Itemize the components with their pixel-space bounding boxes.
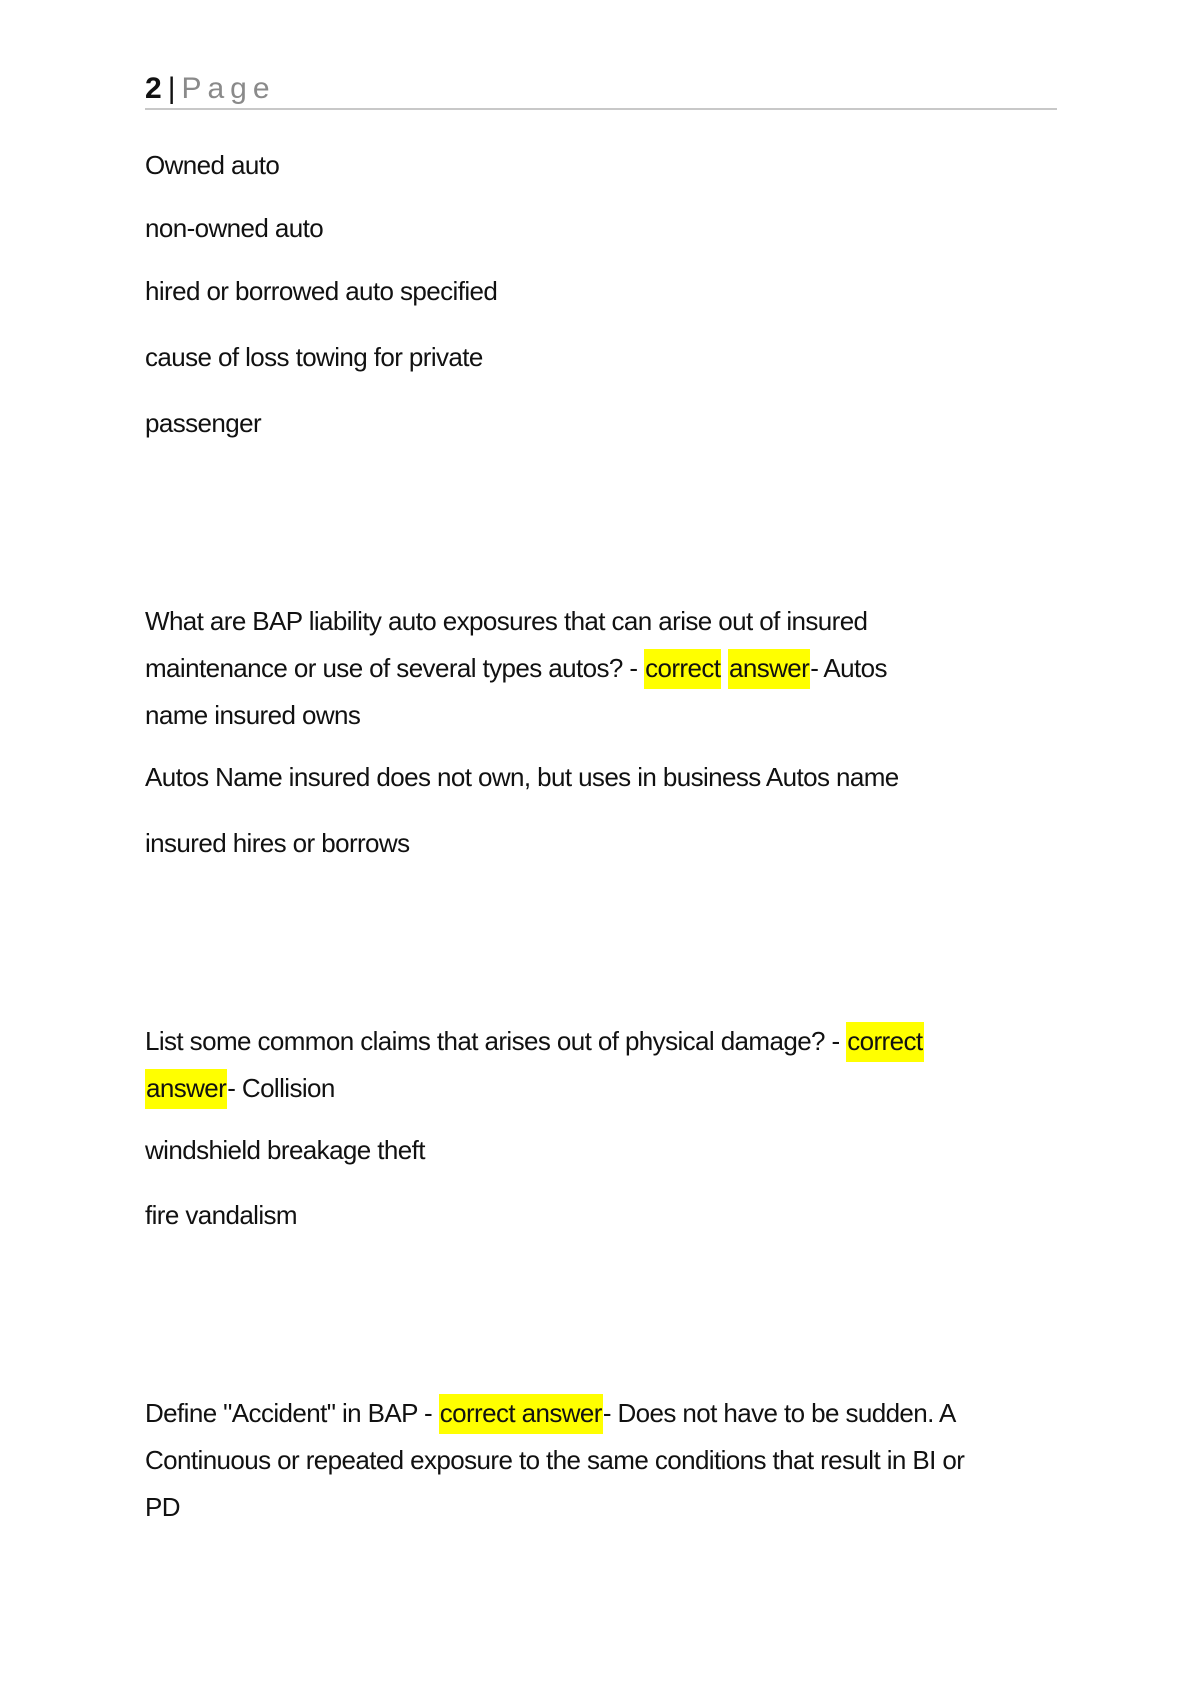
header-separator: | <box>167 72 176 105</box>
answer-line: fire vandalism <box>145 1200 297 1230</box>
question-line <box>145 1398 956 1428</box>
answer-text: - Collision <box>227 1073 335 1103</box>
highlight-answer: answer <box>728 649 810 689</box>
answer-line: Continuous or repeated exposure to the same conditions that result in BI or <box>145 1445 965 1475</box>
text-line: cause of loss towing for private <box>145 342 483 372</box>
answer-line: name insured owns <box>145 700 361 730</box>
text-line: non-owned auto <box>145 213 324 243</box>
question-text: maintenance or use of several types autos? - <box>145 653 645 683</box>
question-text: Define "Accident" in BAP - <box>145 1398 439 1428</box>
question-line <box>145 1026 924 1056</box>
answer-text: - Autos <box>810 653 887 683</box>
highlight-correct: correct <box>846 1022 923 1062</box>
answer-line: insured hires or borrows <box>145 828 410 858</box>
question-line: What are BAP liability auto exposures that can arise out of insured <box>145 606 868 636</box>
question-line <box>145 653 887 683</box>
question-text: List some common claims that arises out of physical damage? - <box>145 1026 847 1056</box>
page-header <box>145 72 1057 110</box>
highlight-correct: correct <box>644 649 721 689</box>
text-line: hired or borrowed auto specified <box>145 276 498 306</box>
highlight-answer: answer <box>145 1069 227 1109</box>
page-number: 2 <box>145 72 162 105</box>
answer-line: windshield breakage theft <box>145 1135 425 1165</box>
answer-line: Autos Name insured does not own, but uses in business Autos name <box>145 762 899 792</box>
text-line: Owned auto <box>145 150 280 180</box>
answer-text: - Does not have to be sudden. A <box>602 1398 956 1428</box>
answer-line: PD <box>145 1492 180 1522</box>
answer-line <box>145 1073 335 1103</box>
text-line: passenger <box>145 408 262 438</box>
highlight-correct-answer: correct answer <box>439 1394 603 1434</box>
page-label: Page <box>181 72 276 105</box>
